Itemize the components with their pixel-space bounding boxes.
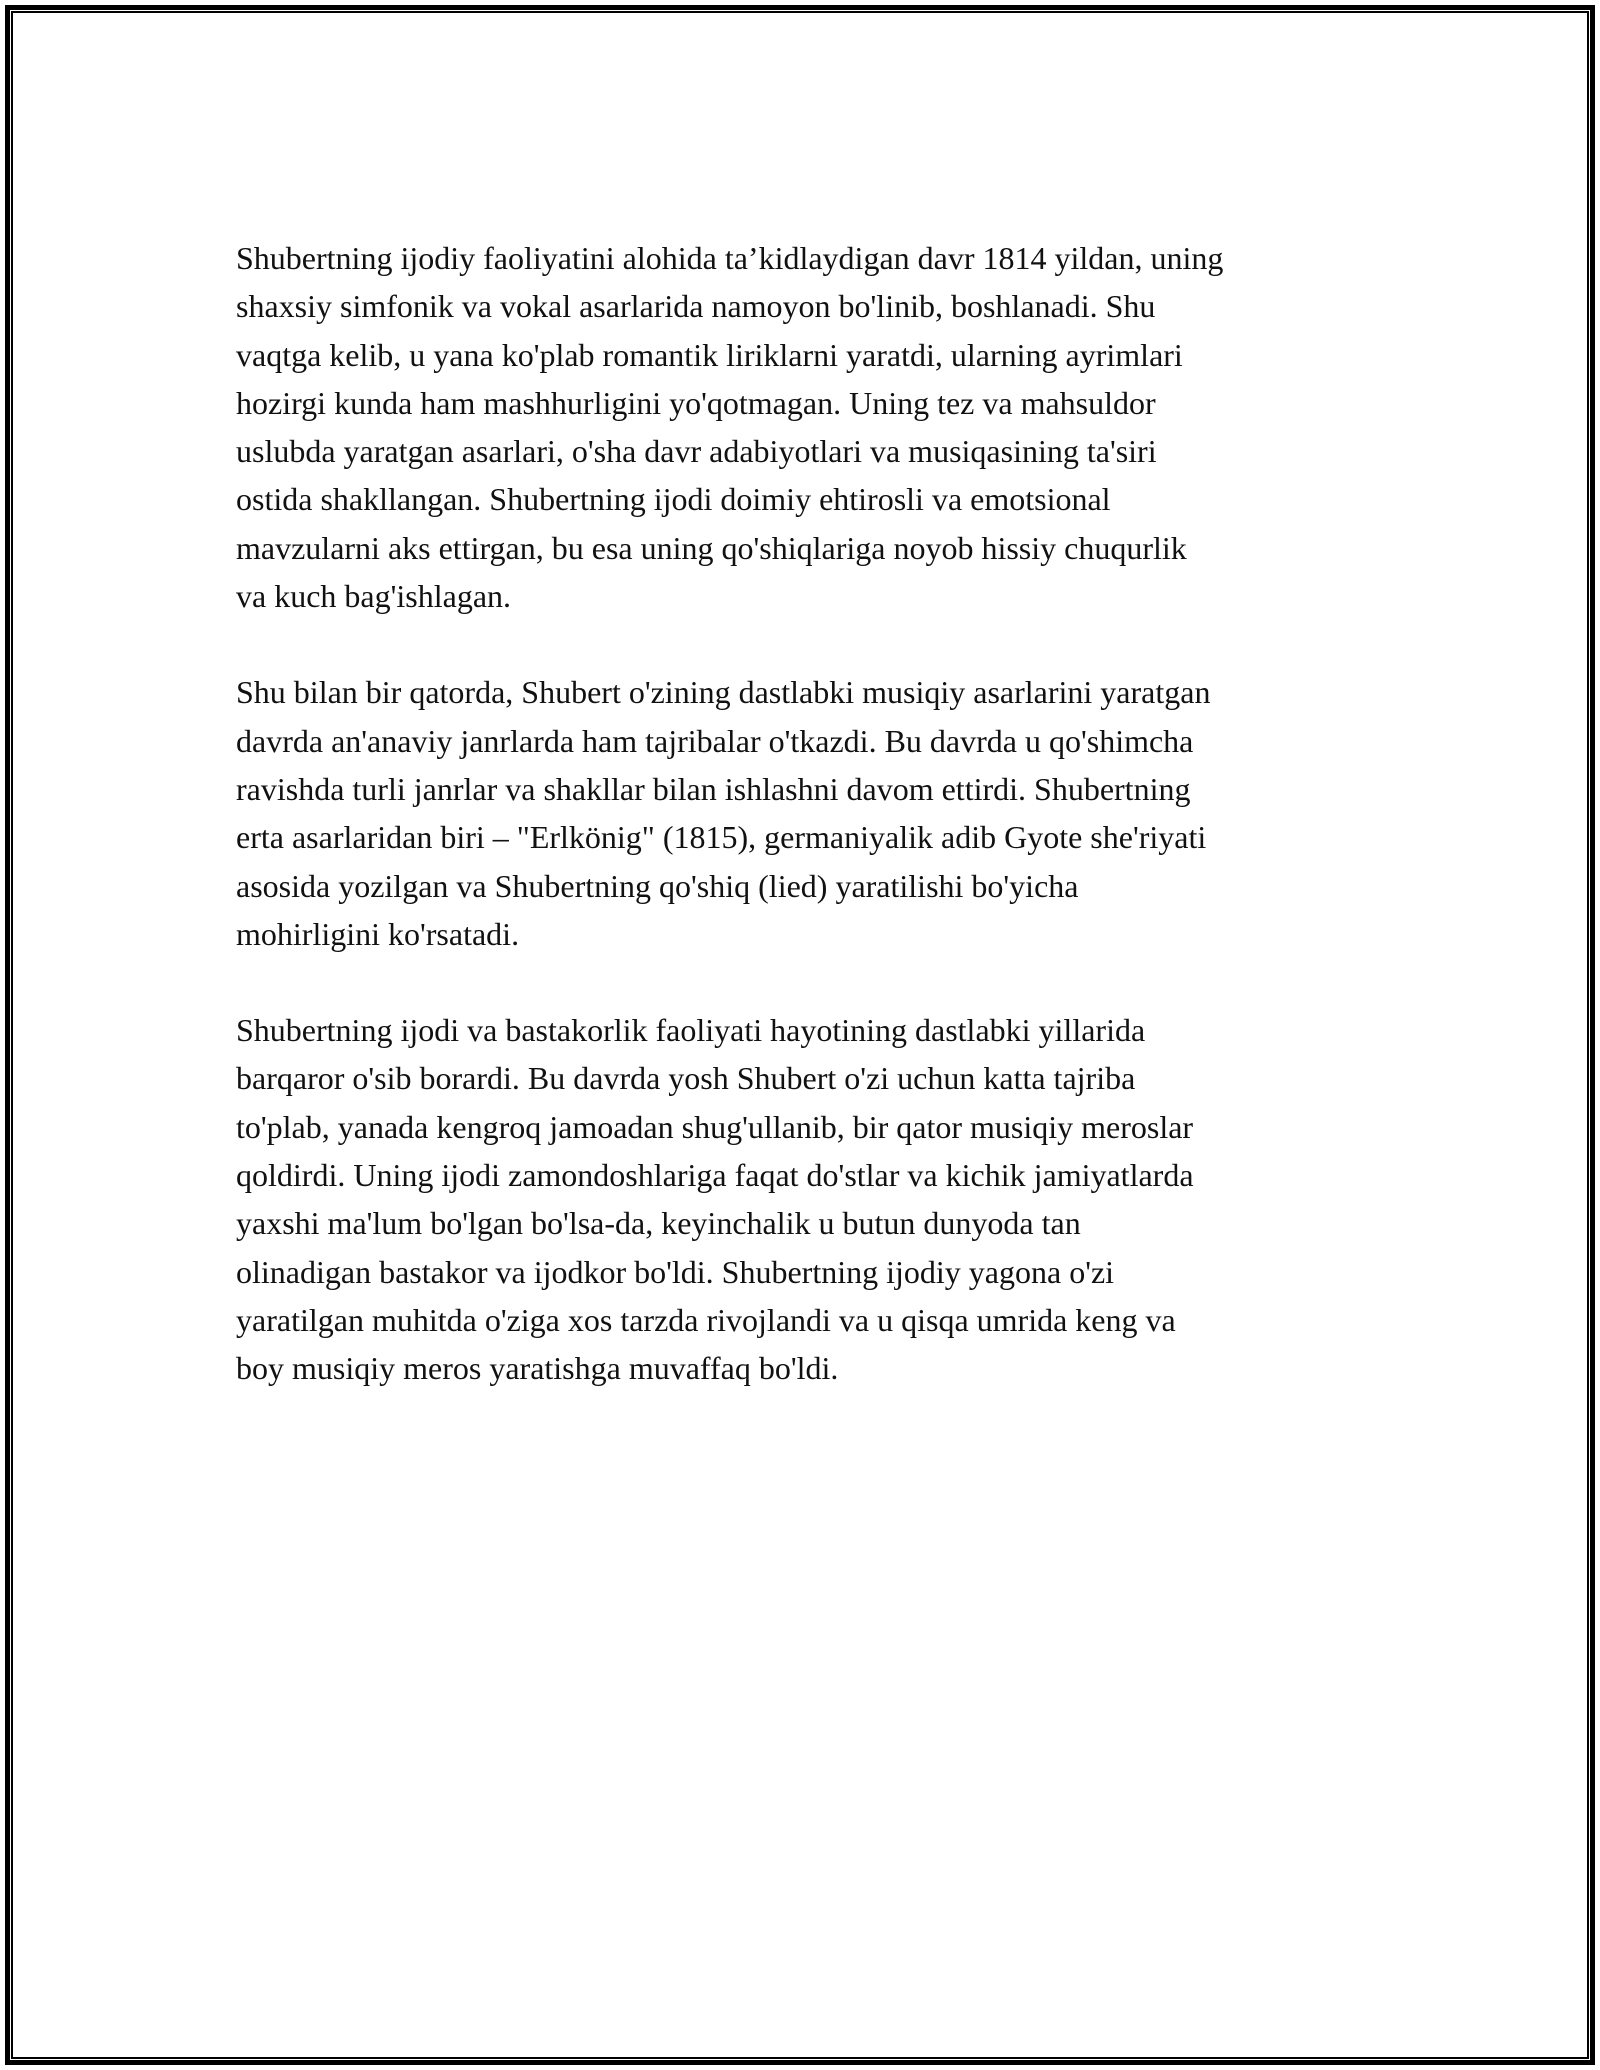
text-line: yaxshi ma'lum bo'lgan bo'lsa-da, keyinchalik u butun dunyoda tan [236, 1205, 1081, 1242]
text-line: mavzularni aks ettirgan, bu esa uning qo'shiqlariga noyob hissiy chuqurlik [236, 529, 1187, 566]
text-line: hozirgi kunda ham mashhurligini yo'qotmagan. Uning tez va mahsuldor [236, 384, 1156, 421]
text-line: Shu bilan bir qatorda, Shubert o'zining dastlabki musiqiy asarlarini yaratgan [236, 674, 1211, 711]
text-line: vaqtga kelib, u yana ko'plab romantik liriklarni yaratdi, ularning ayrimlari [236, 336, 1183, 373]
text-line: qoldirdi. Uning ijodi zamondoshlariga faqat do'stlar va kichik jamiyatlarda [236, 1157, 1194, 1194]
text-line: boy musiqiy meros yaratishga muvaffaq bo'ldi. [236, 1350, 839, 1387]
text-line: va kuch bag'ishlagan. [236, 578, 512, 615]
text-line: mohirligini ko'rsatadi. [236, 915, 520, 952]
text-line: asosida yozilgan va Shubertning qo'shiq (lied) yaratilishi bo'yicha [236, 867, 1079, 904]
text-line: olinadigan bastakor va ijodkor bo'ldi. Shubertning ijodiy yagona o'zi [236, 1253, 1115, 1290]
text-line: shaxsiy simfonik va vokal asarlarida namoyon bo'linib, boshlanadi. Shu [236, 288, 1156, 325]
text-line: ostida shakllangan. Shubertning ijodi doimiy ehtirosli va emotsional [236, 481, 1111, 518]
text-line: yaratilgan muhitda o'ziga xos tarzda rivojlandi va u qisqa umrida keng va [236, 1301, 1176, 1338]
text-line: barqaror o'sib borardi. Bu davrda yosh Shubert o'zi uchun katta tajriba [236, 1060, 1136, 1097]
paragraph-3 [236, 1006, 1386, 1392]
text-line: uslubda yaratgan asarlari, o'sha davr adabiyotlari va musiqasining ta'siri [236, 433, 1157, 470]
text-line: to'plab, yanada kengroq jamoadan shug'ullanib, bir qator musiqiy meroslar [236, 1108, 1194, 1145]
text-line: Shubertning ijodi va bastakorlik faoliyati hayotining dastlabki yillarida [236, 1012, 1146, 1049]
text-line: Shubertning ijodiy faoliyatini alohida ta’kidlaydigan davr 1814 yildan, uning [236, 240, 1224, 276]
document-body [236, 234, 1386, 1393]
text-line: davrda an'anaviy janrlarda ham tajribalar o'tkazdi. Bu davrda u qo'shimcha [236, 722, 1194, 759]
text-line: ravishda turli janrlar va shakllar bilan ishlashni davom ettirdi. Shubertning [236, 770, 1191, 807]
paragraph-1 [236, 234, 1386, 620]
text-line: erta asarlaridan biri – "Erlkönig" (1815), germaniyalik adib Gyote she'riyati [236, 819, 1207, 856]
paragraph-2 [236, 668, 1386, 958]
